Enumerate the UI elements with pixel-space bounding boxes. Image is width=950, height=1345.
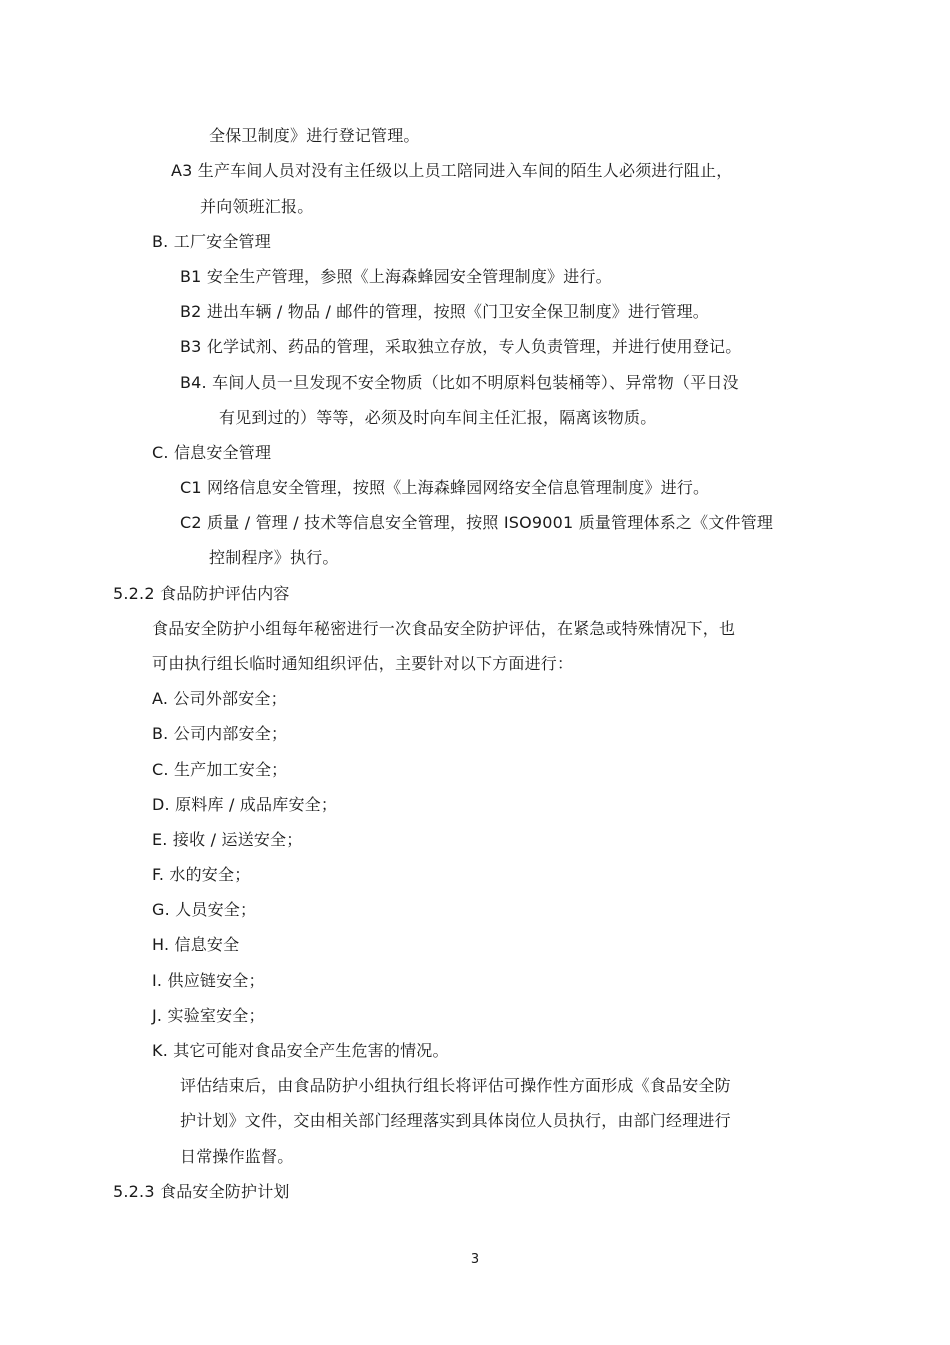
page-number: 3 xyxy=(470,1252,480,1267)
text-line: 可由执行组长临时通知组织评估，主要针对以下方面进行： xyxy=(152,654,574,673)
list-item: I. 供应链安全； xyxy=(152,971,265,990)
text-line: B3 化学试剂、药品的管理，采取独立存放，专人负责管理，并进行使用登记。 xyxy=(180,337,742,356)
text-line: 食品安全防护小组每年秘密进行一次食品安全防护评估，在紧急或特殊情况下，也 xyxy=(152,619,736,638)
section-heading: 5.2.3 食品安全防护计划 xyxy=(113,1182,290,1201)
list-item: E. 接收 / 运送安全； xyxy=(152,830,303,849)
text-line: 全保卫制度》进行登记管理。 xyxy=(209,126,420,145)
text-line: 日常操作监督。 xyxy=(180,1147,294,1166)
text-line: 评估结束后，由食品防护小组执行组长将评估可操作性方面形成《食品安全防 xyxy=(180,1076,731,1095)
text-line: A3 生产车间人员对没有主任级以上员工陪同进入车间的陌生人必须进行阻止， xyxy=(171,161,733,180)
text-line: 有见到过的）等等，必须及时向车间主任汇报，隔离该物质。 xyxy=(219,408,657,427)
list-item: A. 公司外部安全； xyxy=(152,689,287,708)
list-item: G. 人员安全； xyxy=(152,900,257,919)
section-heading: B. 工厂安全管理 xyxy=(152,232,271,251)
list-item: B. 公司内部安全； xyxy=(152,724,288,743)
list-item: C. 生产加工安全； xyxy=(152,760,288,779)
section-heading: C. 信息安全管理 xyxy=(152,443,272,462)
text-line: 并向领班汇报。 xyxy=(200,197,314,216)
text-line: B1 安全生产管理，参照《上海森蜂园安全管理制度》进行。 xyxy=(180,267,612,286)
text-line: 护计划》文件，交由相关部门经理落实到具体岗位人员执行，由部门经理进行 xyxy=(180,1111,731,1130)
text-line: C1 网络信息安全管理，按照《上海森蜂园网络安全信息管理制度》进行。 xyxy=(180,478,710,497)
list-item: H. 信息安全 xyxy=(152,935,240,954)
text-line: B2 进出车辆 / 物品 / 邮件的管理，按照《门卫安全保卫制度》进行管理。 xyxy=(180,302,709,321)
section-heading: 5.2.2 食品防护评估内容 xyxy=(113,584,290,603)
list-item: F. 水的安全； xyxy=(152,865,251,884)
text-line: B4. 车间人员一旦发现不安全物质（比如不明原料包装桶等）、异常物（平日没 xyxy=(180,373,739,392)
list-item: D. 原料库 / 成品库安全； xyxy=(152,795,338,814)
text-line: 控制程序》执行。 xyxy=(209,548,339,567)
list-item: K. 其它可能对食品安全产生危害的情况。 xyxy=(152,1041,449,1060)
text-line: C2 质量 / 管理 / 技术等信息安全管理，按照 ISO9001 质量管理体系之《文件管理 xyxy=(180,513,774,532)
list-item: J. 实验室安全； xyxy=(152,1006,265,1025)
